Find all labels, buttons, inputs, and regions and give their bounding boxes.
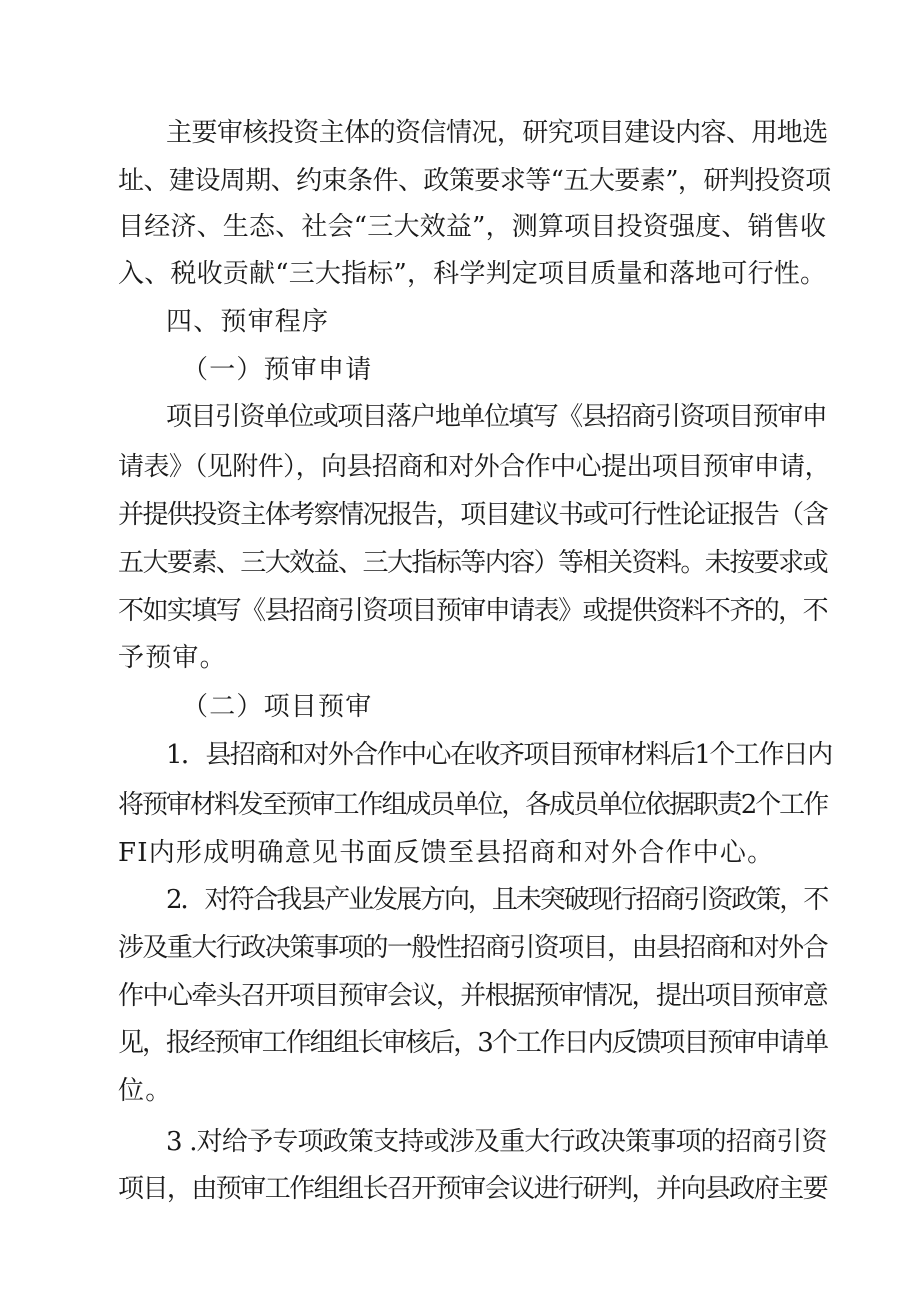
paragraph-line: 址、建设周期、约束条件、政策要求等“五大要素”，研判投资项 <box>118 166 831 196</box>
paragraph-line: FI内形成明确意见书面反馈至县招商和对外合作中心。 <box>118 838 775 868</box>
section-heading: 四、预审程序 <box>166 307 330 337</box>
list-item-line: 2．对符合我县产业发展方向，且未突破现行招商引资政策，不 <box>166 885 828 915</box>
paragraph-line: 请表》（见附件），向县招商和对外合作中心提出项目预审申请， <box>118 452 831 482</box>
subsection-heading: （一）预审申请 <box>182 355 373 385</box>
paragraph-line: 作中心牵头召开项目预审会议，并根据预审情况，提出项目预审意 <box>118 981 828 1011</box>
paragraph-line: 并提供投资主体考察情况报告，项目建议书或可行性论证报告（含 <box>118 500 828 530</box>
paragraph-line: 项目，由预审工作组组长召开预审会议进行研判，并向县政府主要 <box>118 1174 828 1204</box>
subsection-heading: （二）项目预审 <box>182 692 373 722</box>
paragraph-line: 见，报经预审工作组组长审核后，3个工作日内反馈项目预审申请单 <box>118 1028 828 1058</box>
paragraph-line: 五大要素、三大效益、三大指标等内容）等相关资料。未按要求或 <box>118 548 828 578</box>
paragraph-line: 位。 <box>118 1076 173 1106</box>
paragraph-line: 不如实填写《县招商引资项目预审申请表》或提供资料不齐的，不 <box>118 596 828 626</box>
paragraph-line: 涉及重大行政决策事项的一般性招商引资项目，由县招商和对外合 <box>118 933 828 963</box>
paragraph-line: 予预审。 <box>118 643 227 673</box>
paragraph-line: 项目引资单位或项目落户地单位填写《县招商引资项目预审申 <box>166 402 827 432</box>
paragraph-line: 入、税收贡献“三大指标”，科学判定项目质量和落地可行性。 <box>118 259 827 289</box>
list-item-line: 1．县招商和对外合作中心在收齐项目预审材料后1个工作日内 <box>166 740 832 770</box>
list-item-line: 3 .对给予专项政策支持或涉及重大行政决策事项的招商引资 <box>166 1127 827 1157</box>
paragraph-line: 目经济、生态、社会“三大效益”，测算项目投资强度、销售收 <box>118 212 827 242</box>
paragraph-line: 主要审核投资主体的资信情况，研究项目建设内容、用地选 <box>166 118 828 148</box>
paragraph-line: 将预审材料发至预审工作组成员单位，各成员单位依据职责2个工作 <box>118 790 828 820</box>
